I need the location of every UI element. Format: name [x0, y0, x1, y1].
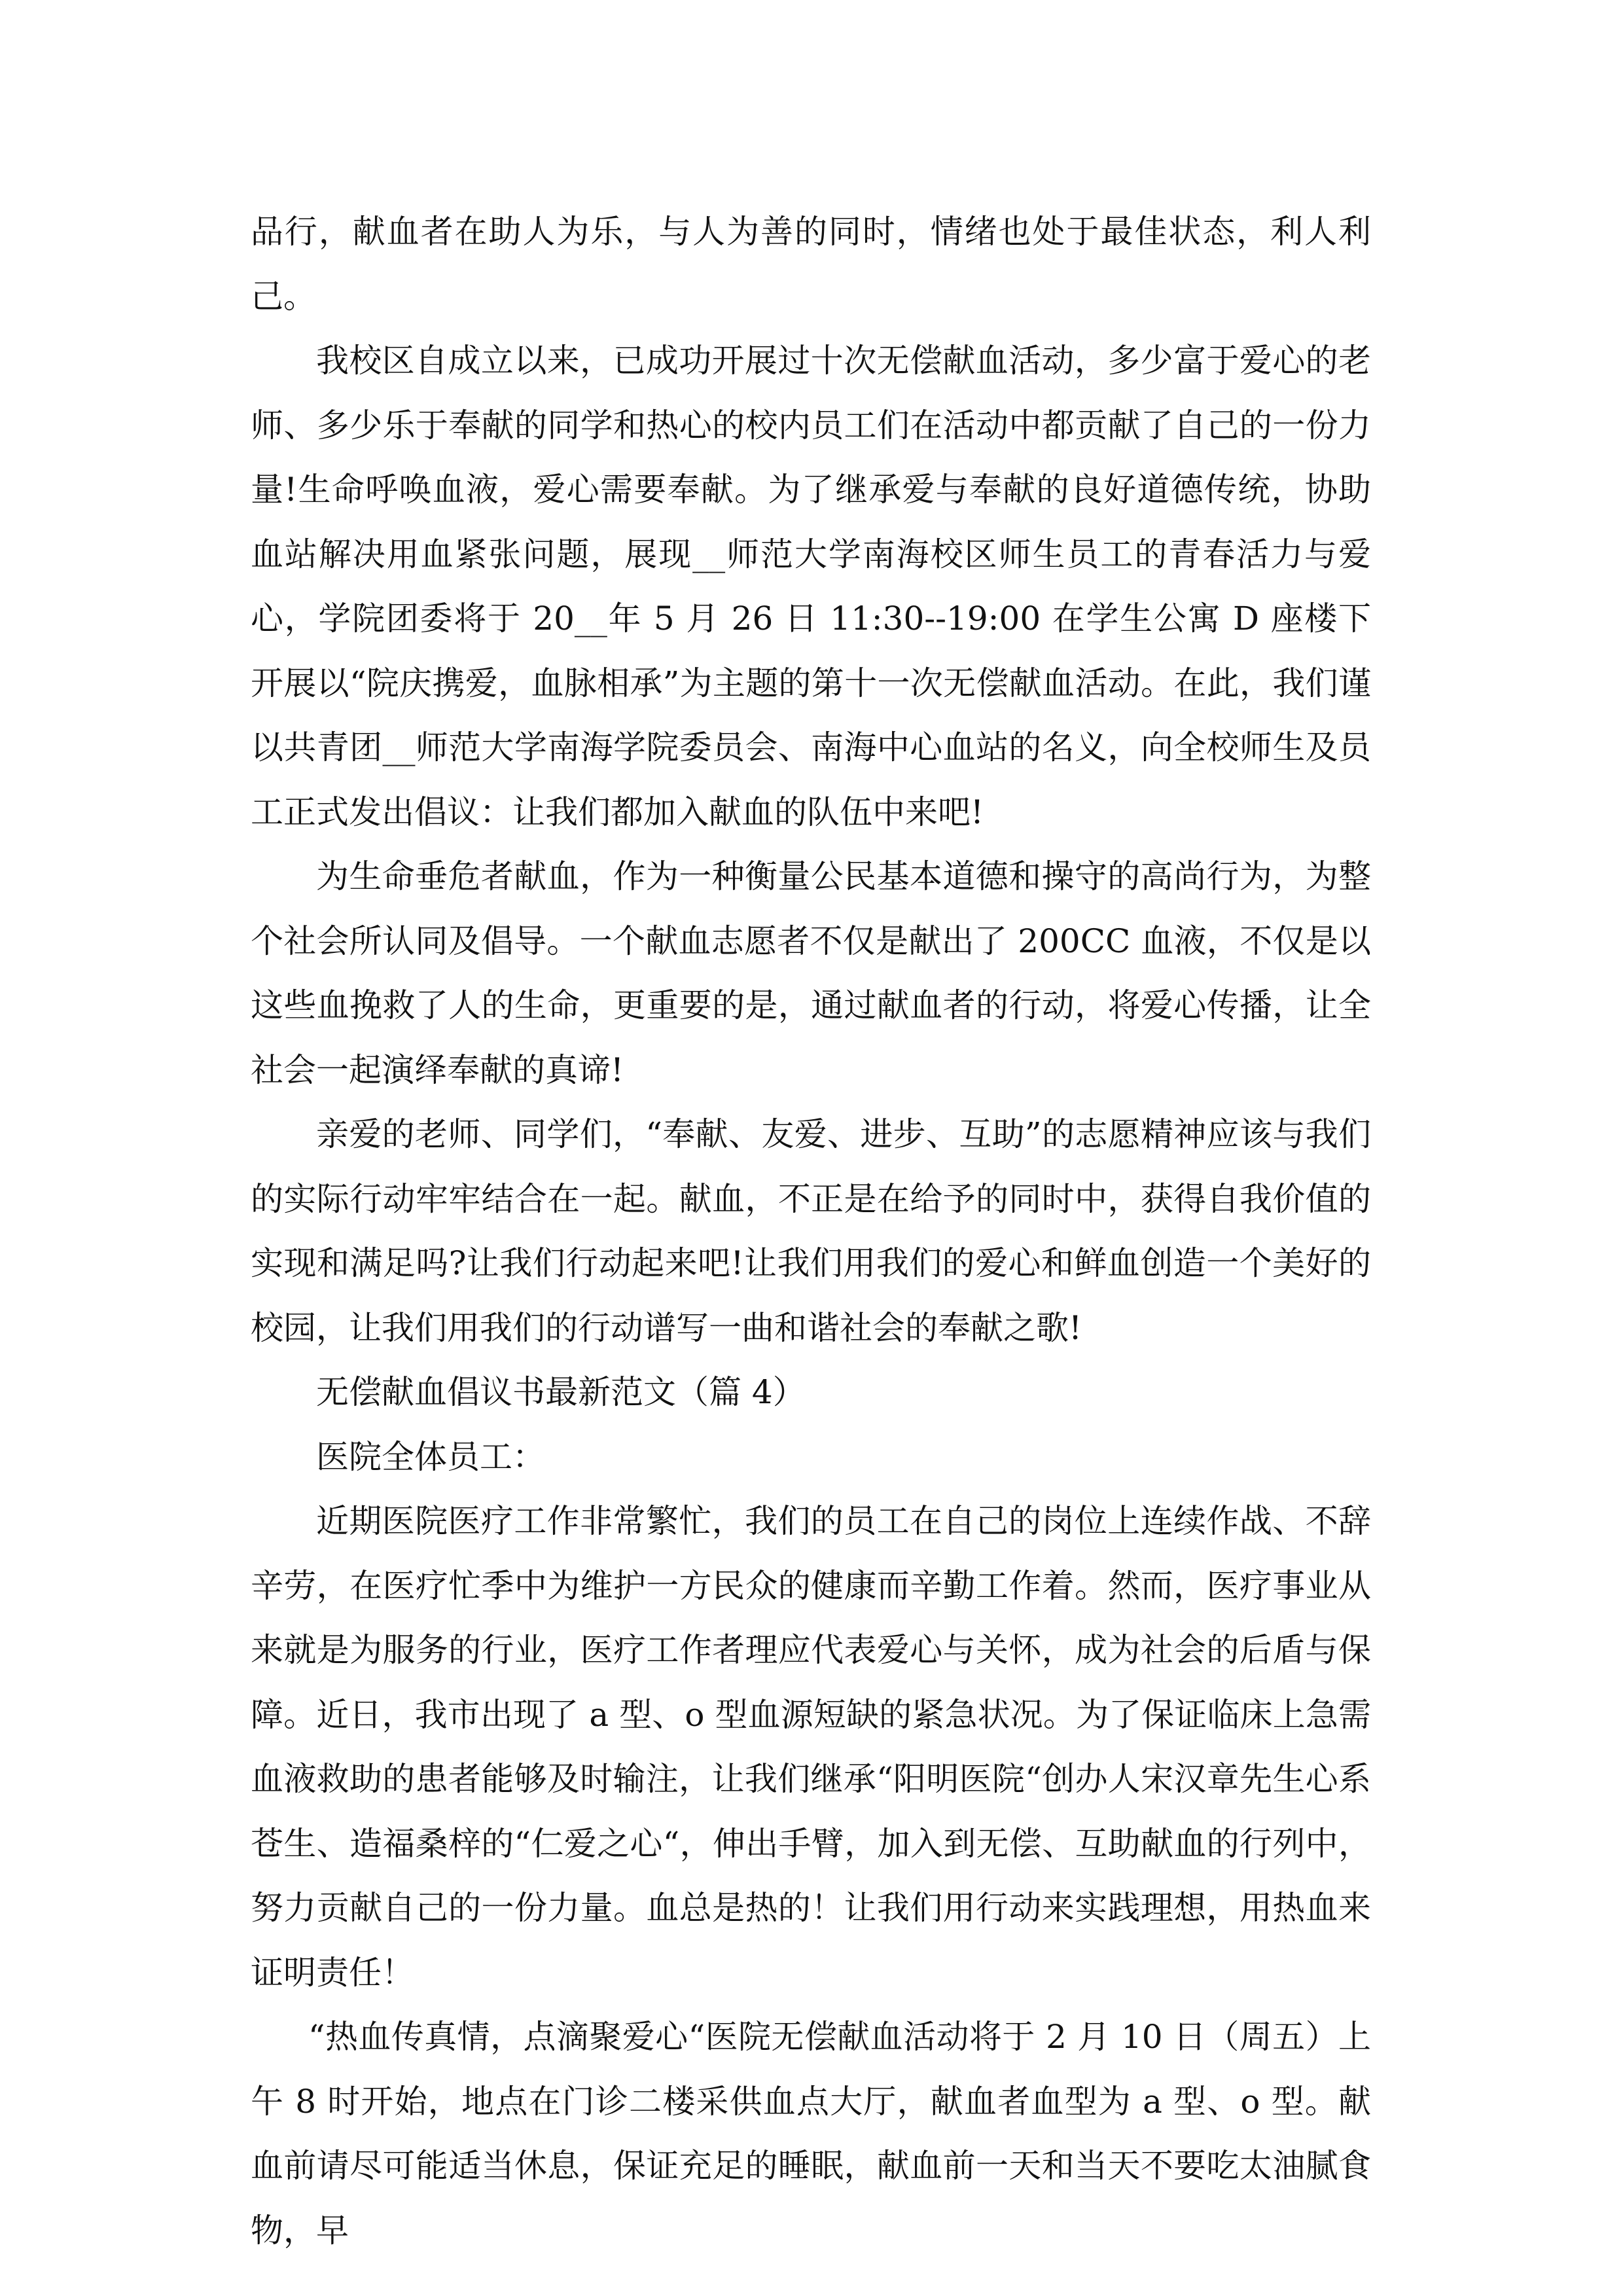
paragraph-event-details: “热血传真情，点滴聚爱心“医院无偿献血活动将于 2 月 10 日（周五）上午 8 时开始，地点在门诊二楼采供血点大厅，献血者血型为 a 型、o 型。献血前请尽可能适当休息，保证充足的睡眠，献血前一天和当天不要吃太油腻食物，早 [251, 2018, 1371, 2250]
section-heading: 无偿献血倡议书最新范文（篇 4） [316, 1373, 806, 1411]
document-body [251, 200, 1371, 2263]
paragraph-appeal: 亲爱的老师、同学们，“奉献、友爱、进步、互助”的志愿精神应该与我们的实际行动牢牢结合在一起。献血，不正是在给予的同时中，获得自我价值的实现和满足吗?让我们行动起来吧!让我们用我们的爱心和鲜血创造一个美好的校园，让我们用我们的行动谱写一曲和谐社会的奉献之歌! [251, 1115, 1371, 1347]
paragraph-continuation: 品行，献血者在助人为乐，与人为善的同时，情绪也处于最佳状态，利人利己。 [251, 213, 1371, 315]
paragraph-hospital-call: 近期医院医疗工作非常繁忙，我们的员工在自己的岗位上连续作战、不辞辛劳，在医疗忙季中为维护一方民众的健康而辛勤工作着。然而，医疗事业从来就是为服务的行业，医疗工作者理应代表爱心与关怀，成为社会的后盾与保障。近日，我市出现了 a 型、o 型血源短缺的紧急状况。为了保证临床上急需血液救助的患者能够及时输注，让我们继承“阳明医院“创办人宋汉章先生心系苍生、造福桑梓的“仁爱之心“，伸出手臂，加入到无偿、互助献血的行列中，努力贡献自己的一份力量。血总是热的！让我们用行动来实践理想，用热血来证明责任！ [251, 1502, 1371, 1992]
paragraph-donation-value: 为生命垂危者献血，作为一种衡量公民基本道德和操守的高尚行为，为整个社会所认同及倡导。一个献血志愿者不仅是献出了 200CC 血液，不仅是以这些血挽救了人的生命，更重要的是，通过献血者的行动，将爱心传播，让全社会一起演绎奉献的真谛! [251, 857, 1371, 1089]
salutation: 医院全体员工： [316, 1437, 545, 1476]
paragraph-campus-activity: 我校区自成立以来，已成功开展过十次无偿献血活动，多少富于爱心的老师、多少乐于奉献的同学和热心的校内员工们在活动中都贡献了自己的一份力量!生命呼唤血液，爱心需要奉献。为了继承爱与奉献的良好道德传统，协助血站解决用血紧张问题，展现__师范大学南海校区师生员工的青春活力与爱心，学院团委将于 20__年 5 月 26 日 11:30--19:00 在学生公寓 D 座楼下开展以“院庆携爱，血脉相承”为主题的第十一次无偿献血活动。在此，我们谨以共青团__师范大学南海学院委员会、南海中心血站的名义，向全校师生及员工正式发出倡议：让我们都加入献血的队伍中来吧! [251, 342, 1371, 831]
